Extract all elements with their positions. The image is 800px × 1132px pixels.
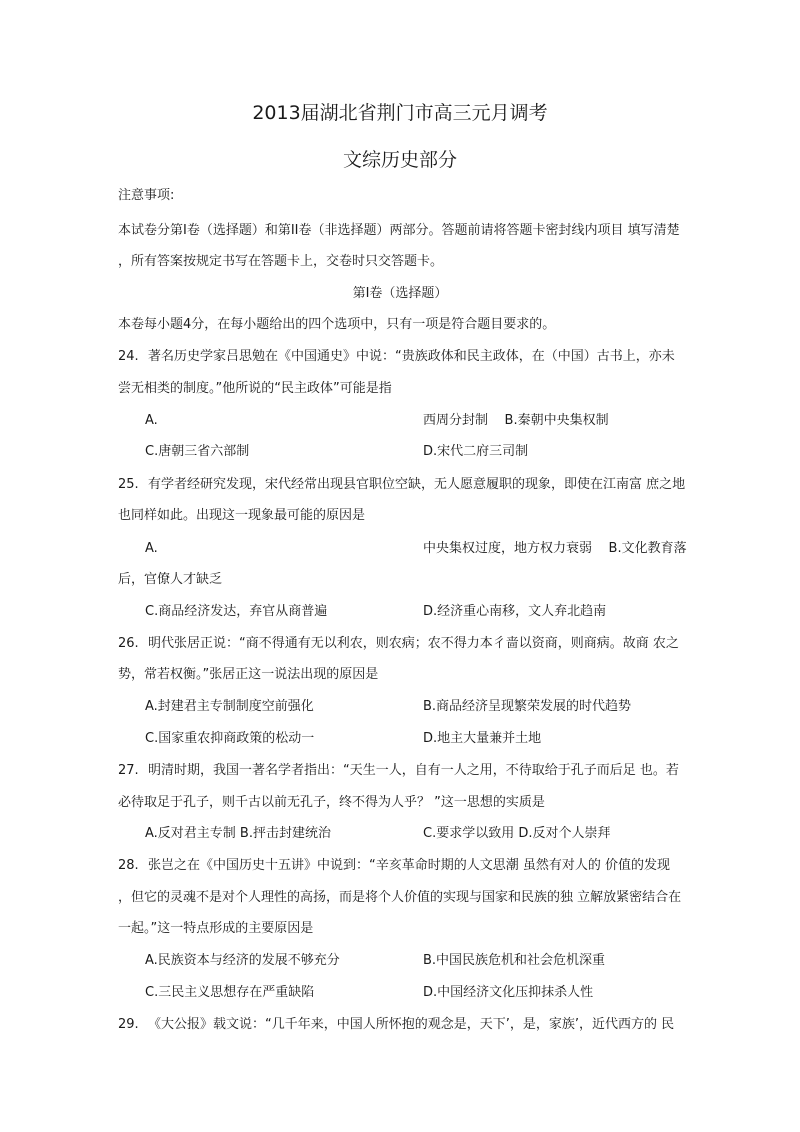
notice-heading: 注意事项: [118,188,175,203]
option-c: C.国家重农抑商政策的松动一 [145,731,315,746]
question-28-stem-cont: 一起。”这一特点形成的主要原因是 [118,921,314,936]
option-b: B.商品经济呈现繁荣发展的时代趋势 [423,699,632,714]
option-ab: A.反对君主专制 B.抨击封建统治 [145,826,331,841]
question-text: 明代张居正说：“商不得通有无以利农，则农病；农不得力本彳啬以资商，则商病。故商 农之 [148,636,679,651]
option-ab [423,412,609,430]
question-25-stem [118,476,685,494]
question-text: 著名历史学家吕思勉在《中国通史》中说：“贵族政体和民主政体，在（中国）古书上，亦未 [148,349,675,364]
option-c: C.唐朝三省六部制 [145,444,250,459]
question-number: 26. [118,636,139,651]
option-ab [423,540,687,558]
question-24-stem-cont: 尝无相类的制度。”他所说的“民主政体”可能是指 [118,381,392,396]
notice-line: ，所有答案按规定书写在答题卡上，交卷时只交答题卡。 [118,254,444,269]
option-b: B.秦朝中央集权制 [504,413,609,428]
option-cd: C.要求学以致用 D.反对个人崇拜 [423,826,611,841]
question-29-stem [118,1016,674,1034]
option-b: B.文化教育落 [608,541,687,556]
option-b-cont: 后，官僚人才缺乏 [118,572,223,587]
notice-line: 本试卷分第I卷（选择题）和第II卷（非选择题）两部分。答题前请将答题卡密封线内项目 填写清楚 [118,223,680,238]
option-b: B.中国民族危机和社会危机深重 [423,953,606,968]
question-number: 27. [118,763,139,778]
question-text: 《大公报》载文说：“几千年来，中国人所怀抱的观念是，天下’，是，家族’，近代西方的 民 [148,1017,675,1032]
question-text: 有学者经研究发现，宋代经常出现县官职位空缺，无人愿意履职的现象，即使在江南富 庶之地 [148,477,686,492]
question-28-stem [118,857,670,875]
question-number: 25. [118,477,139,492]
question-26-stem [118,635,679,653]
option-c: C.商品经济发达，弃官从商普遍 [145,604,328,619]
option-a-label: A. [145,541,158,556]
option-d: D.地主大量兼并土地 [423,731,542,746]
question-27-stem-cont: 必待取足于孔子，则千古以前无孔子，终不得为人乎？ ”这一思想的实质是 [118,795,545,810]
page-subtitle: 文综历史部分 [342,149,457,171]
question-number: 24. [118,349,139,364]
question-25-stem-cont: 也同样如此。出现这一现象最可能的原因是 [118,508,366,523]
page-title: 2013届湖北省荆门市高三元月调考 [252,102,548,124]
option-c: C.三民主义思想存在严重缺陷 [145,985,315,1000]
question-number: 28. [118,858,139,873]
option-a: A.封建君主专制制度空前强化 [145,699,314,714]
option-d: D.宋代二府三司制 [423,444,529,459]
question-24-stem [118,348,675,366]
option-a-text: 西周分封制 [423,413,489,428]
question-number: 29. [118,1017,139,1032]
option-d: D.经济重心南移，文人弃北趋南 [423,604,607,619]
question-27-stem [118,762,679,780]
option-a: A.民族资本与经济的发展不够充分 [145,953,340,968]
section-instruction: 本卷每小题4分，在每小题给出的四个选项中，只有一项是符合题目要求的。 [118,317,556,332]
option-a-label: A. [145,413,158,428]
option-a-text: 中央集权过度，地方权力衰弱 [423,541,593,556]
option-d: D.中国经济文化压抑抹杀人性 [423,985,594,1000]
question-28-stem-cont: ，但它的灵魂不是对个人理性的高扬，而是将个人价值的实现与国家和民族的独 立解放紧密结合在 [118,890,682,905]
question-text: 张岂之在《中国历史十五讲》中说到：“辛亥革命时期的人文思潮 虽然有对人的 价值的发现 [148,858,671,873]
question-text: 明清时期，我国一著名学者指出：“天生一人，自有一人之用，不待取给于孔子而后足 也。若 [148,763,679,778]
section-title: 第I卷（选择题） [352,286,448,301]
question-26-stem-cont: 势，常若权衡。”张居正这一说法出现的原因是 [118,667,379,682]
